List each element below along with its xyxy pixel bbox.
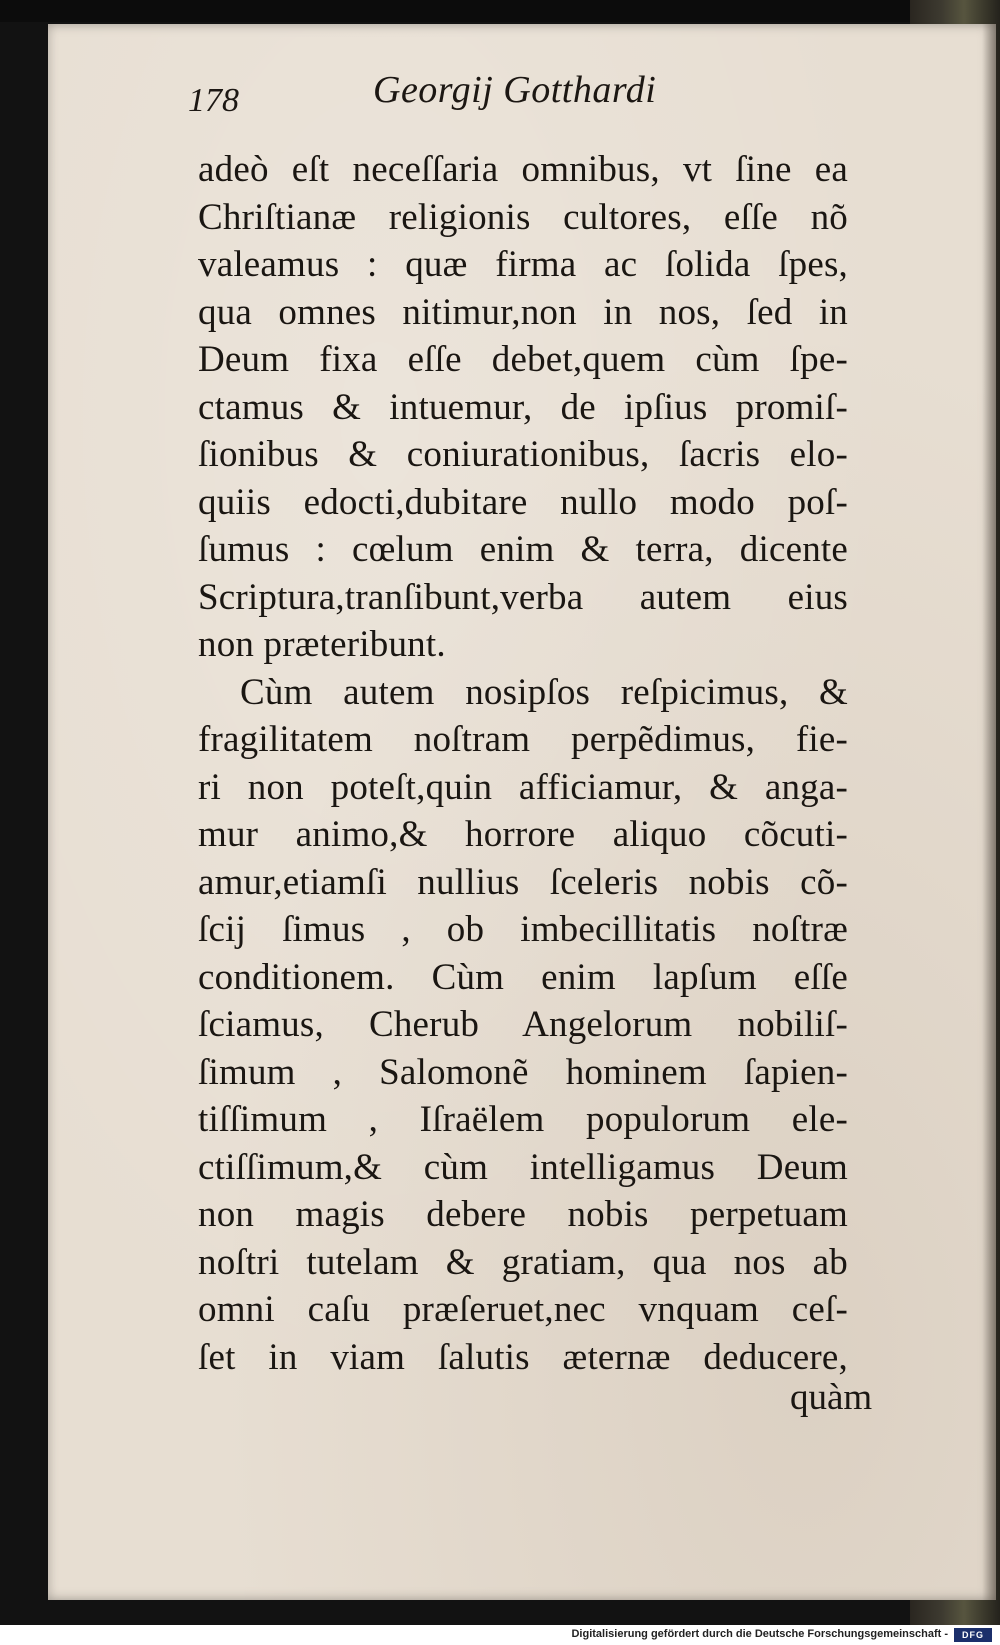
text-line: noſtri tutelam & gratiam, qua nos ab [198, 1241, 848, 1283]
text-line: tiſſimum , Iſraëlem populorum ele- [198, 1099, 848, 1140]
text-line: omni caſu præſeruet,nec vnquam ceſ- [198, 1289, 848, 1330]
running-title: Georgij Gotthardi [373, 69, 657, 111]
text-line: mur animo,& horrore aliquo cõcuti- [198, 814, 848, 855]
text-line: quiis edocti,dubitare nullo modo poſ- [198, 481, 848, 523]
dfg-logo: DFG [954, 1628, 992, 1642]
page-gutter-shadow [982, 24, 996, 1600]
text-line: valeamus : quæ firma ac ſolida ſpes, [198, 244, 848, 285]
text-line: ſcij ſimus , ob imbecillitatis noſtræ [198, 909, 848, 950]
text-line: ctiſſimum,& cùm intelligamus Deum [198, 1146, 848, 1188]
text-line: qua omnes nitimur,non in nos, ſed in [198, 291, 848, 333]
paragraph-end-line: non præteribunt. [198, 624, 446, 665]
catchword: quàm [790, 1377, 873, 1418]
text-line: non magis debere nobis perpetuam [198, 1194, 848, 1235]
footer-bar [0, 1625, 1000, 1645]
paragraph-start-line: Cùm autem nosipſos reſpicimus, & [240, 671, 848, 713]
text-line: ſimum , Salomonẽ hominem ſapien- [198, 1051, 848, 1093]
text-line: ſumus : cœlum enim & terra, dicente [198, 529, 848, 570]
text-line: ſet in viam ſalutis æternæ deducere, [198, 1336, 848, 1378]
text-line: ſionibus & coniurationibus, ſacris elo- [198, 434, 848, 475]
text-line: adeò eſt neceſſaria omnibus, vt ſine ea [198, 149, 848, 190]
scan-top-strip [0, 0, 1000, 22]
text-line: ctamus & intuemur, de ipſius promiſ- [198, 386, 848, 428]
running-head [188, 68, 708, 128]
text-line: fragilitatem noſtram perpẽdimus, fie- [198, 719, 848, 760]
page-number: 178 [188, 82, 239, 119]
digitization-credit: Digitalisierung gefördert durch die Deutsche Forschungsgemeinschaft - [571, 1628, 948, 1640]
text-line: Scriptura,tranſibunt,verba autem eius [198, 576, 848, 618]
text-line: conditionem. Cùm enim lapſum eſſe [198, 956, 848, 998]
text-line: Chriſtianæ religionis cultores, eſſe nõ [198, 196, 848, 238]
text-line: ſciamus, Cherub Angelorum nobiliſ- [198, 1004, 848, 1045]
body-text [198, 146, 848, 1381]
text-line: ri non poteſt,quin afficiamur, & anga- [198, 766, 848, 808]
text-line: amur,etiamſi nullius ſceleris nobis cõ- [198, 861, 848, 903]
text-line: Deum fixa eſſe debet,quem cùm ſpe- [198, 339, 848, 380]
